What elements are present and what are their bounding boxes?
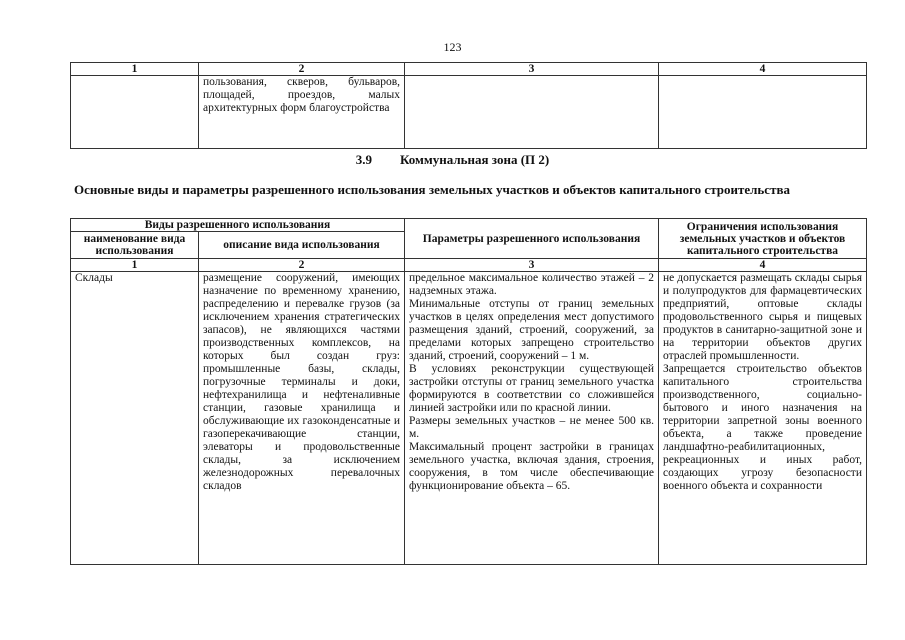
- column-number: 4: [659, 63, 867, 76]
- parameters-cell: [405, 272, 659, 565]
- table-cell-empty: [405, 76, 659, 149]
- table-cell-description: пользования, скверов, бульваров, площадей, проездов, малых архитектурных форм благоустройства: [199, 76, 405, 149]
- header-usage-types: Виды разрешенного использования: [71, 219, 405, 232]
- limitation-line: Запрещается строительство объектов капитального строительства производственного, социально-бытового и иного назначения на территории запретной зоны военного объекта, а также проведение ландшафтно-реабилитационных, рекреационных и иных работ, создающих угрозу безопасности военного объекта и сохранности: [663, 363, 862, 492]
- page-number: 123: [443, 40, 462, 54]
- column-number-row: [71, 259, 867, 272]
- header-parameters: Параметры разрешенного использования: [405, 219, 659, 259]
- usage-description-cell: размещение сооружений, имеющих назначение по временному хранению, распределению и перевалке грузов (за исключением хранения стратегических запасов), не являющихся частями производственных комплексов, на которых был создан груз: промышленные базы, склады, погрузочные терминалы и доки, нефтехранилища и нефтеналивные станции, газовые хранилища и обслуживающие их газоконденсатные и газоперекачивающие станции, элеваторы и продовольственные склады, за исключением железнодорожных перевалочных складов: [199, 272, 405, 565]
- parameter-line: Минимальные отступы от границ земельных участков в целях определения мест допустимого размещения зданий, строений, сооружений, за пределами которых запрещено строительство зданий, строений, сооружений – 1 м.: [409, 298, 654, 362]
- table-cell-empty: [659, 76, 867, 149]
- parameter-line: Максимальный процент застройки в границах земельного участка, включая здания, строения, сооружения, в том числе обеспечивающие функционирование объекта – 65.: [409, 441, 654, 492]
- column-number: 3: [405, 63, 659, 76]
- column-number-row: [71, 63, 867, 76]
- limitations-cell: [659, 272, 867, 565]
- column-number: 3: [405, 259, 659, 272]
- limitation-line: не допускается размещать склады сырья и полупродуктов для фармацевтических предприятий, оптовые склады продовольственного сырья и пищевых продуктов в санитарно-защитной зоне и на территории объектов других отраслей промышленности.: [663, 272, 862, 362]
- section-name: Коммунальная зона (П 2): [400, 152, 550, 167]
- document-heading: Основные виды и параметры разрешенного использования земельных участков и объектов капитального строительства: [74, 182, 790, 197]
- header-limitations: Ограничения использования земельных участков и объектов капитального строительства: [659, 219, 867, 259]
- column-number: 2: [199, 63, 405, 76]
- header-row: [71, 219, 867, 232]
- table-row: [71, 272, 867, 565]
- section-title: [0, 152, 905, 168]
- table-row: [71, 76, 867, 149]
- column-number: 1: [71, 63, 199, 76]
- column-number: 4: [659, 259, 867, 272]
- header-usage-name: наименование вида использования: [71, 232, 199, 259]
- parameter-line: В условиях реконструкции существующей застройки отступы от границ земельного участка формируются в соответствии со сложившейся линией застройки или по красной линии.: [409, 363, 654, 414]
- parameter-line: Размеры земельных участков – не менее 500 кв. м.: [409, 415, 654, 440]
- section-number: 3.9: [355, 152, 373, 167]
- continuation-table: [70, 62, 867, 149]
- header-usage-description: описание вида использования: [199, 232, 405, 259]
- column-number: 2: [199, 259, 405, 272]
- column-number: 1: [71, 259, 199, 272]
- parameter-line: предельное максимальное количество этажей – 2 надземных этажа.: [409, 272, 654, 297]
- zone-regulation-table: [70, 218, 867, 565]
- table-cell-empty: [71, 76, 199, 149]
- usage-name-cell: Склады: [71, 272, 199, 565]
